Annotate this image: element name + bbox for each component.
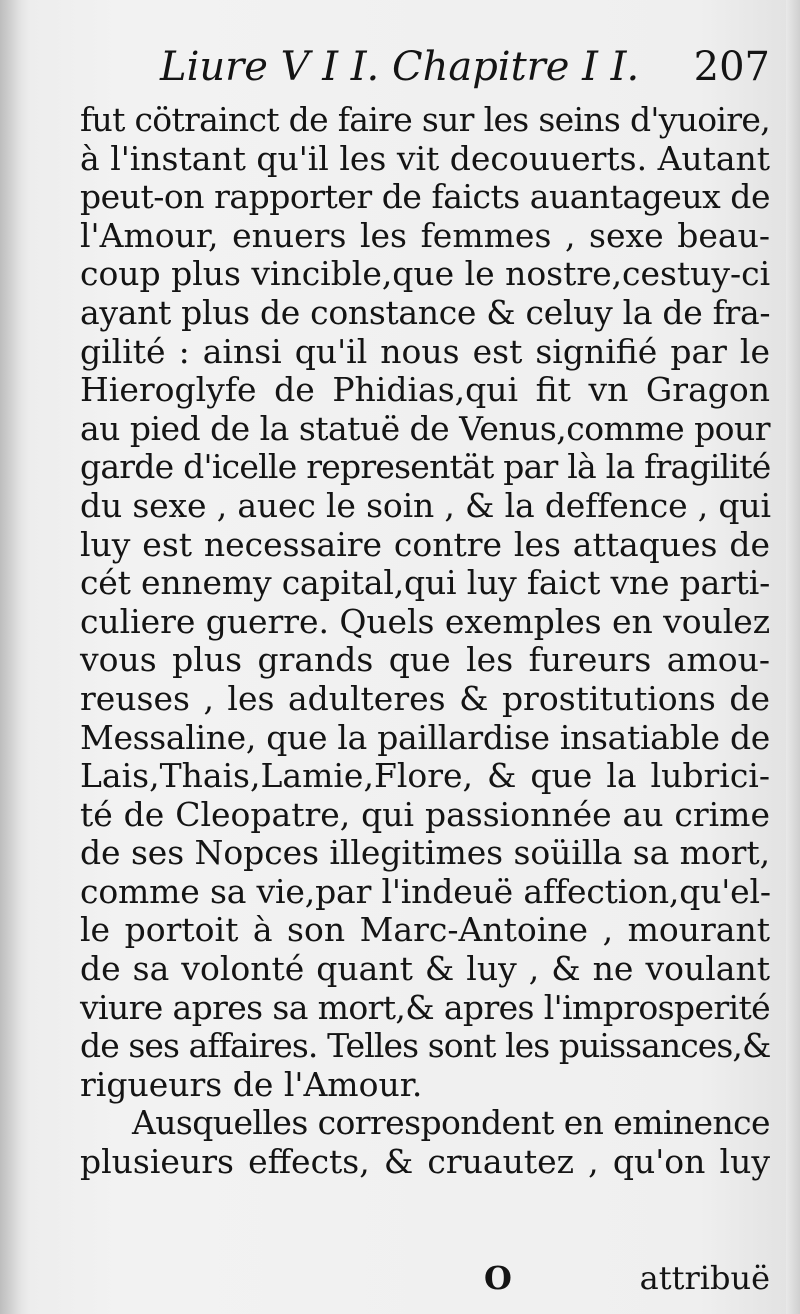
text-line: fut cötrainct de faire sur les seins d'yuoire, <box>80 100 770 139</box>
page-right-shadow <box>786 0 800 1314</box>
text-line: vous plus grands que les fureurs amou- <box>80 640 770 680</box>
text-line: reuses , les adulteres & prostitutions de <box>80 678 770 718</box>
text-line: peut-on rapporter de faicts auantageux de <box>80 177 770 217</box>
text-line: Hieroglyfe de Phidias,qui fit vn Gragon <box>80 370 770 410</box>
signature-mark: O <box>484 1259 512 1297</box>
text-line: le portoit à son Marc-Antoine , mourant <box>80 910 770 950</box>
text-line: coup plus vincible,que le nostre,cestuy-ci <box>80 254 771 294</box>
text-line: cét ennemy capital,qui luy faict vne parti- <box>80 563 771 603</box>
text-line: Messaline, que la paillardise insatiable de <box>80 717 770 757</box>
paragraph-start-line: Ausquelles correspondent en eminence <box>132 1103 770 1143</box>
text-line: Lais,Thais,Lamie,Flore, & que la lubrici- <box>80 756 770 796</box>
text-line: culiere guerre. Quels exemples en voulez <box>80 601 771 641</box>
text-line: à l'instant qu'il les vit decouuerts. Autant <box>80 138 770 178</box>
text-line: de ses affaires. Telles sont les puissances,& <box>80 1026 771 1066</box>
text-line: té de Cleopatre, qui passionnée au crime <box>80 794 770 834</box>
page-left-shadow <box>0 0 22 1314</box>
text-line: l'Amour, enuers les femmes , sexe beau- <box>80 215 770 255</box>
text-line: de sa volonté quant & luy , & ne voulant <box>80 949 770 989</box>
text-line: de ses Nopces illegitimes soüilla sa mort, <box>80 833 770 873</box>
text-line: luy est necessaire contre les attaques de <box>80 524 770 564</box>
page-number: 207 <box>693 44 770 90</box>
paragraph-end-line: rigueurs de l'Amour. <box>80 1064 423 1104</box>
text-line: au pied de la statuë de Venus,comme pour <box>80 408 770 448</box>
text-line: viure apres sa mort,& apres l'improsperité <box>80 987 770 1027</box>
text-line: du sexe , auec le soin , & la deffence , qui <box>80 485 771 525</box>
page-header <box>160 42 770 92</box>
text-line: plusieurs effects, & cruautez , qu'on luy <box>80 1142 770 1182</box>
text-line: ayant plus de constance & celuy la de fra- <box>80 292 771 332</box>
page-footer <box>80 1258 770 1298</box>
text-line: comme sa vie,par l'indeuë affection,qu'el- <box>80 871 771 911</box>
text-block <box>80 101 770 1182</box>
text-line: garde d'icelle representät par là la fragilité <box>80 447 771 487</box>
catchword: attribuë <box>639 1259 770 1297</box>
text-line: gilité : ainsi qu'il nous est signifié par le <box>80 331 770 371</box>
running-head: Liure V I I. Chapitre I I. <box>160 44 640 90</box>
